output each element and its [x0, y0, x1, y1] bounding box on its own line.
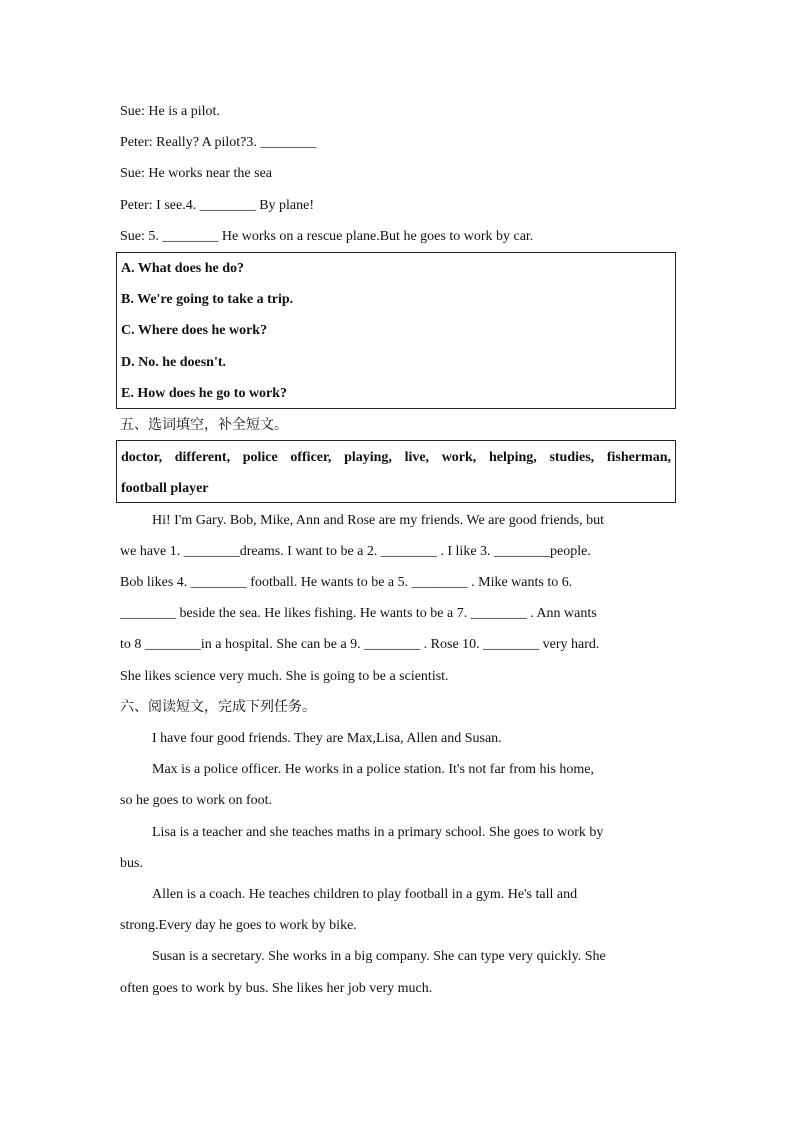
option-a: A. What does he do?: [121, 261, 245, 276]
passage-line: Lisa is a teacher and she teaches maths in a primary school. She goes to work by: [152, 825, 604, 840]
word-bank-box: [116, 440, 676, 503]
passage-line: strong.Every day he goes to work by bike.: [120, 918, 357, 933]
passage-line: so he goes to work on foot.: [120, 793, 273, 808]
option-c: C. Where does he work?: [121, 323, 268, 338]
passage-line: bus.: [120, 856, 143, 871]
dialogue-line: Sue: He is a pilot.: [120, 104, 220, 119]
passage-line: often goes to work by bus. She likes her job very much.: [120, 981, 433, 996]
dialogue-line: Peter: Really? A pilot?3. ________: [120, 135, 317, 150]
option-b: B. We're going to take a trip.: [121, 292, 294, 307]
dialogue-line: Peter: I see.4. ________ By plane!: [120, 198, 315, 213]
dialogue-line: Sue: He works near the sea: [120, 166, 273, 181]
passage-line: Susan is a secretary. She works in a big company. She can type very quickly. She: [152, 949, 606, 964]
passage-line: Hi! I'm Gary. Bob, Mike, Ann and Rose are my friends. We are good friends, but: [152, 513, 605, 528]
word-bank-line: doctor, different, police officer, playing, live, work, helping, studies, fisherman,: [121, 450, 671, 465]
options-box: [116, 252, 676, 409]
option-d: D. No. he doesn't.: [121, 355, 227, 370]
option-e: E. How does he go to work?: [121, 386, 288, 401]
passage-line: She likes science very much. She is going to be a scientist.: [120, 669, 449, 684]
passage-line: ________ beside the sea. He likes fishing. He wants to be a 7. ________ . Ann wants: [120, 606, 597, 621]
word-bank-line: football player: [121, 481, 209, 496]
section5-heading: 五、选词填空，补全短文。: [120, 417, 288, 433]
section6-heading: 六、阅读短文，完成下列任务。: [120, 699, 316, 715]
passage-line: Allen is a coach. He teaches children to play football in a gym. He's tall and: [152, 887, 578, 902]
dialogue-line: Sue: 5. ________ He works on a rescue plane.But he goes to work by car.: [120, 229, 534, 244]
passage-line: Max is a police officer. He works in a police station. It's not far from his home,: [152, 762, 594, 777]
passage-line: we have 1. ________dreams. I want to be a 2. ________ . I like 3. ________people.: [120, 544, 591, 559]
passage-line: to 8 ________in a hospital. She can be a 9. ________ . Rose 10. ________ very hard.: [120, 637, 600, 652]
passage-line: Bob likes 4. ________ football. He wants to be a 5. ________ . Mike wants to 6.: [120, 575, 573, 590]
passage-line: I have four good friends. They are Max,Lisa, Allen and Susan.: [152, 731, 502, 746]
